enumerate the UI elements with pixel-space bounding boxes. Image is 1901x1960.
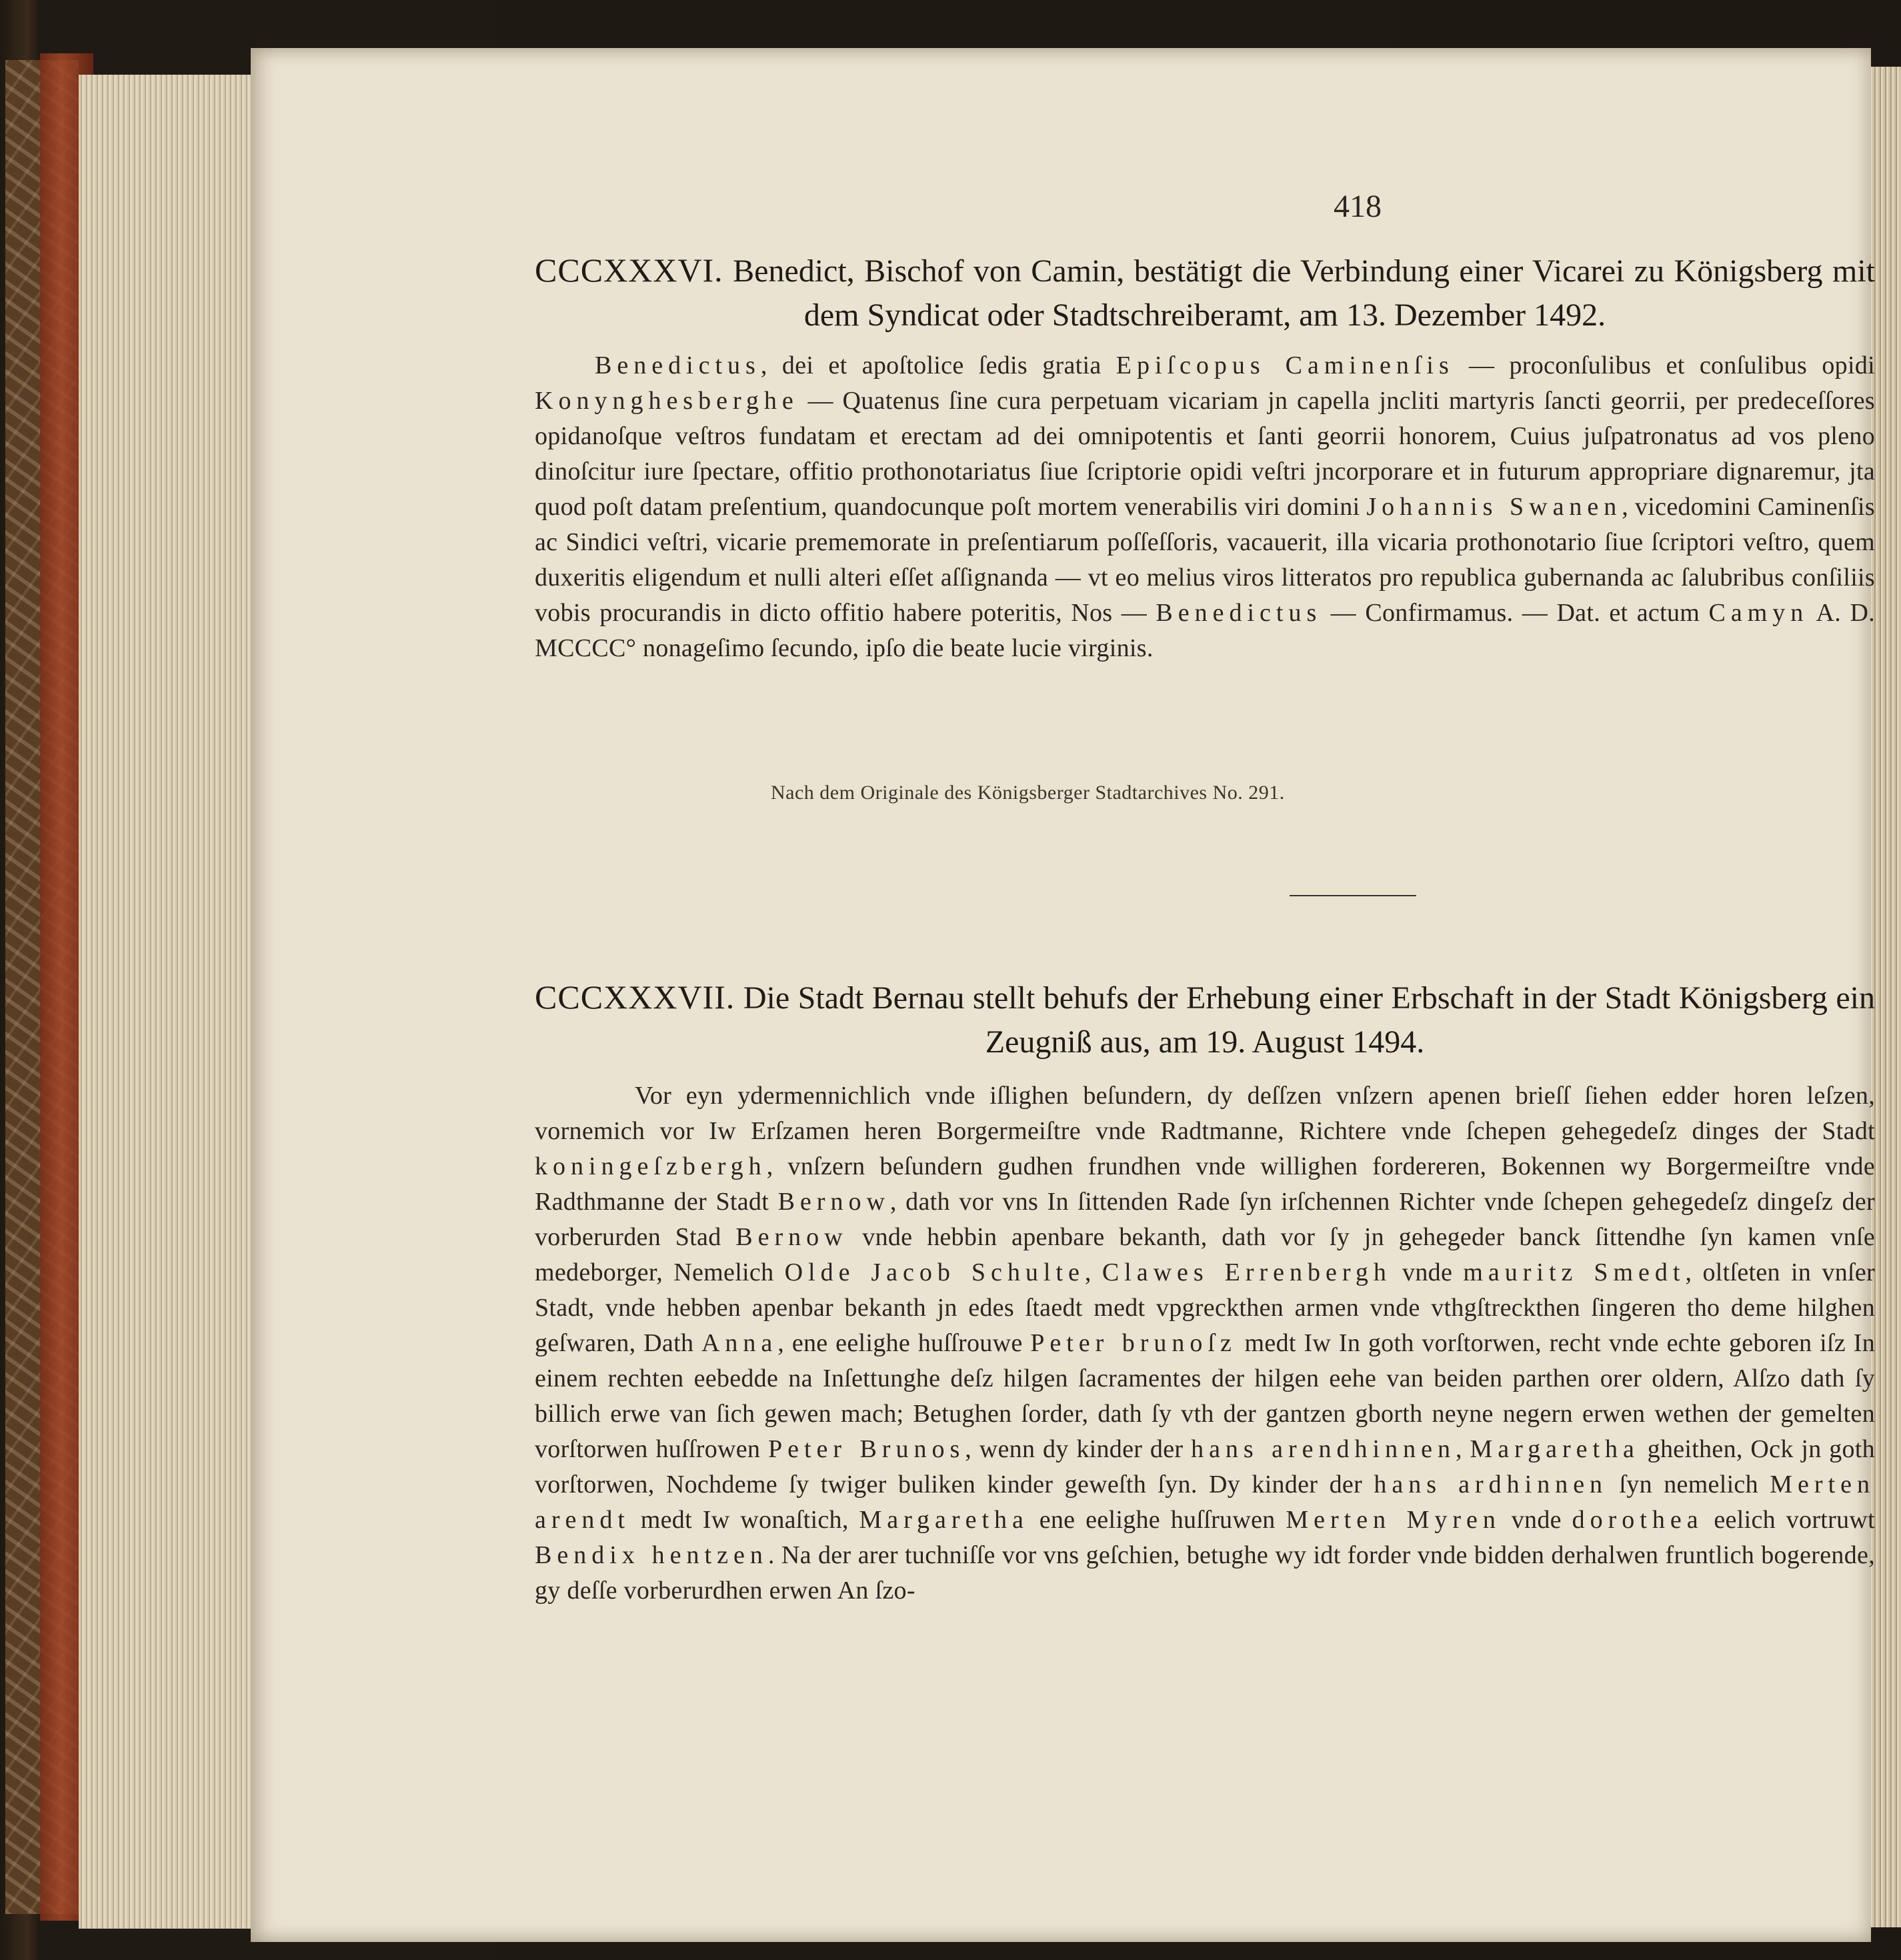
document-2-text-segment: , — [1084, 1258, 1102, 1286]
document-2-text-segment: Bernow — [735, 1223, 848, 1251]
document-1-text-segment: , dei et apoſtolice ſedis gratia — [760, 351, 1116, 379]
document-2-text-segment: hans arendhinnen — [1191, 1435, 1456, 1463]
document-2-text-segment: , dath vor vns In ſittenden Rade ſyn irſchennen Richter vnde ſchepen gehegedeſz dingeſz der vorberurden Stad — [535, 1188, 1875, 1251]
document-title-2: Die Stadt Bernau stellt behufs der Erhebung einer Erbschaft in der Stadt Königsberg ein Zeugniß aus, am 19. August 1494. — [743, 980, 1876, 1060]
document-2-text-segment: , — [1455, 1435, 1470, 1463]
document-1-text-segment: — proconſulibus et conſulibus opidi — [1454, 351, 1875, 379]
document-2-text-segment: medt Iw In goth vorſtorwen, recht vnde echte geboren iſz In einem rechten eebedde na Inſettunghe deſz hilgen ſacramentes der hilgen eehe van beiden parthen orer oldern, Alſzo dath ſy billich erwe van ſich gewen mach; Betughen ſorder, dath ſy vth der gantzen gborth neyne negern erwen wethen der gemelten vorſtorwen huſſrowen — [535, 1329, 1876, 1463]
document-heading-1 — [535, 248, 1875, 337]
page-edges-left — [79, 75, 252, 1929]
document-2-text-segment: ſyn nemelich — [1608, 1471, 1770, 1499]
document-title-1: Benedict, Bischof von Camin, bestätigt die Verbindung einer Vicarei zu Königsberg mit dem Syndicat oder Stadtschreiberamt, am 13. Dezember 1492. — [733, 253, 1875, 333]
document-1-text-segment: A. D. MCCCC° nonageſimo ſecundo, ipſo die beate lucie virginis. — [535, 599, 1876, 662]
document-text-2 — [535, 1078, 1875, 1609]
document-2-text-segment: , vnſzern beſundern gudhen frundhen vnde willighen fordereren, Bokennen wy Borgermeiſtre vnde Radthmanne der Stadt — [535, 1152, 1875, 1216]
document-2-text-segment: , ene eelighe huſſrouwe — [777, 1329, 1031, 1357]
document-text-1 — [535, 348, 1875, 666]
document-heading-2 — [535, 975, 1875, 1064]
document-2-text-segment: , wenn dy kinder der — [965, 1435, 1192, 1463]
document-2-text-segment: Merten Myren — [1286, 1506, 1501, 1534]
document-2-text-segment: Vor eyn ydermennichlich vnde iſlighen beſundern, dy deſſzen vnſzern apenen brieſſ ſiehen edder horen leſzen, vornemich vor Iw Erſzamen heren Borgermeiſtre vnde Radtmanne, Richtere vnde ſchepen gehegedeſz dinges der Stadt — [535, 1082, 1875, 1145]
document-number-2: CCCXXXVII. — [535, 978, 735, 1016]
document-2-text-segment: medt Iw wonaſtich, — [629, 1506, 859, 1534]
document-2-text-segment: vnde — [1500, 1506, 1572, 1534]
document-2-text-segment: Bendix hentzen — [535, 1541, 768, 1569]
document-2-text-segment: gheithen, Ock jn goth vorſtorwen, Nochdeme ſy twiger buliken kinder geweſth ſyn. Dy kinder der — [535, 1435, 1875, 1499]
document-2-text-segment: eelich vortruwt — [1703, 1506, 1875, 1534]
source-note-1: Nach dem Originale des Königsberger Stadtarchives No. 291. — [771, 782, 1285, 804]
document-2-text-segment: Clawes Errenbergh — [1102, 1258, 1392, 1286]
document-2-text-segment: Merten arendt — [535, 1471, 1875, 1534]
document-2-text-segment: Peter brunoſz — [1030, 1329, 1237, 1357]
document-1-text-segment: Konynghesberghe — [535, 387, 799, 415]
document-2-text-segment: hans ardhinnen — [1374, 1471, 1608, 1499]
document-2-text-segment: Bernow — [777, 1188, 890, 1216]
document-2-text-segment: koningeſzbergh — [535, 1152, 767, 1180]
page-number: 418 — [1334, 189, 1382, 224]
document-2-text-segment: dorothea — [1572, 1506, 1704, 1534]
document-1-text-segment: Camyn — [1708, 599, 1809, 627]
document-2-text-segment: vnde hebbin apenbare bekanth, dath vor ſy jn gehegeder banck ſittendhe ſyn kamen vnſe medeborger, Nemelich — [535, 1223, 1875, 1286]
document-2-text-segment: Olde Jacob Schulte — [784, 1258, 1085, 1286]
document-2-text-segment: . Na der arer tuchniſſe vor vns geſchien, betughe wy idt forder vnde bidden derhalwen fruntlich bogerende, gy deſſe vorberurdhen erwen An ſzo- — [535, 1541, 1875, 1605]
document-1-text-segment: , vicedomini Caminenſis ac Sindici veſtri, vicarie prememorate in preſentiarum poſſeſſoris, vacauerit, illa vicaria prothonotario ſiue ſcriptori veſtro, quem duxeritis eligendum et nulli alteri eſſet aſſignanda — vt eo melius viros litteratos pro republica gubernanda ac ſalubribus conſiliis vobis procurandis in dicto offitio habere poteritis, Nos — — [535, 493, 1875, 627]
document-1-text-segment: Epiſcopus Caminenſis — [1116, 351, 1454, 379]
document-2-text-segment: ene eelighe huſſruwen — [1028, 1506, 1286, 1534]
document-2-text-segment: vnde — [1391, 1258, 1464, 1286]
document-1-text-segment: Johannis Swanen — [1366, 493, 1622, 521]
document-2-text-segment: Anna — [701, 1329, 778, 1357]
document-2-text-segment: , oltſeten in vnſer Stadt, vnde hebben apenbar bekanth jn edes ſtaedt medt vpgreckthen armen vnde vthgſtreckthen ſingeren tho deme hilghen geſwaren, Dath — [535, 1258, 1875, 1357]
section-divider — [1290, 895, 1416, 896]
document-1-text-segment: — Confirmamus. — Dat. et actum — [1322, 599, 1709, 627]
document-2-text-segment: Margaretha — [859, 1506, 1029, 1534]
book-page — [251, 48, 1876, 1942]
document-2-text-segment: Peter Brunos — [767, 1435, 966, 1463]
document-1-text-segment: — Quatenus ſine cura perpetuam vicariam jn capella jncliti martyris ſancti georrii, per predeceſſores opidanoſque veſtros fundatam et erectam ad dei omnipotentis et ſanti georrii honorem, Cuius juſpatronatus ad vos pleno dinoſcitur iure ſpectare, offitio prothonotariatus ſiue ſcriptorie opidi veſtri jncorporare et in futurum appropriare dignaremur, jta quod poſt datam preſentium, quandocunque poſt mortem venerabilis viri domini — [535, 387, 1875, 521]
document-1-text-segment: Benedictus — [1156, 599, 1322, 627]
document-number-1: CCCXXXVI. — [535, 251, 723, 289]
document-2-text-segment: Margaretha — [1470, 1435, 1640, 1463]
document-2-text-segment: mauritz Smedt — [1463, 1258, 1686, 1286]
document-1-text-segment: Benedictus — [595, 351, 761, 379]
